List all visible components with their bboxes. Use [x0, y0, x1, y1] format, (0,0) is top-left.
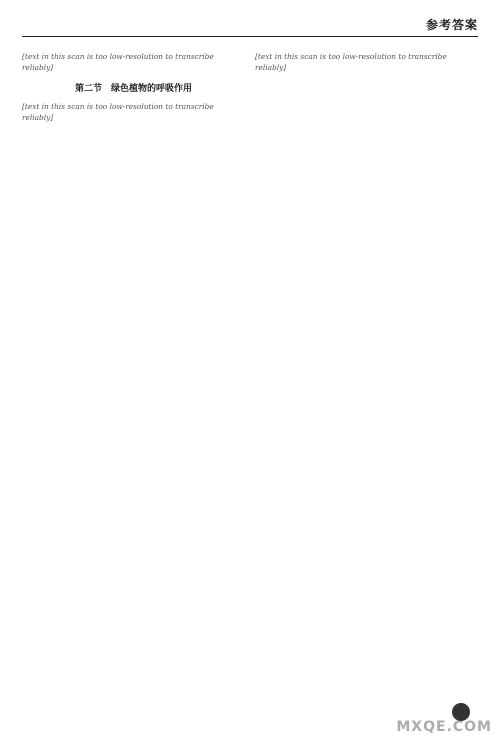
answer-columns: [22, 44, 478, 711]
left-column: [22, 44, 245, 711]
illegible-note-right: [text in this scan is too low-resolution to transcribe reliably]: [255, 52, 447, 73]
right-column: [255, 44, 478, 711]
page-header: [22, 14, 478, 37]
header-title: 参考答案: [425, 18, 478, 32]
illegible-note-left-lower: [text in this scan is too low-resolution to transcribe reliably]: [22, 102, 214, 123]
section-title: 第二节 绿色植物的呼吸作用: [74, 83, 192, 94]
site-watermark: MXQE.COM: [396, 719, 492, 735]
illegible-note-left: [text in this scan is too low-resolution to transcribe reliably]: [22, 52, 214, 73]
